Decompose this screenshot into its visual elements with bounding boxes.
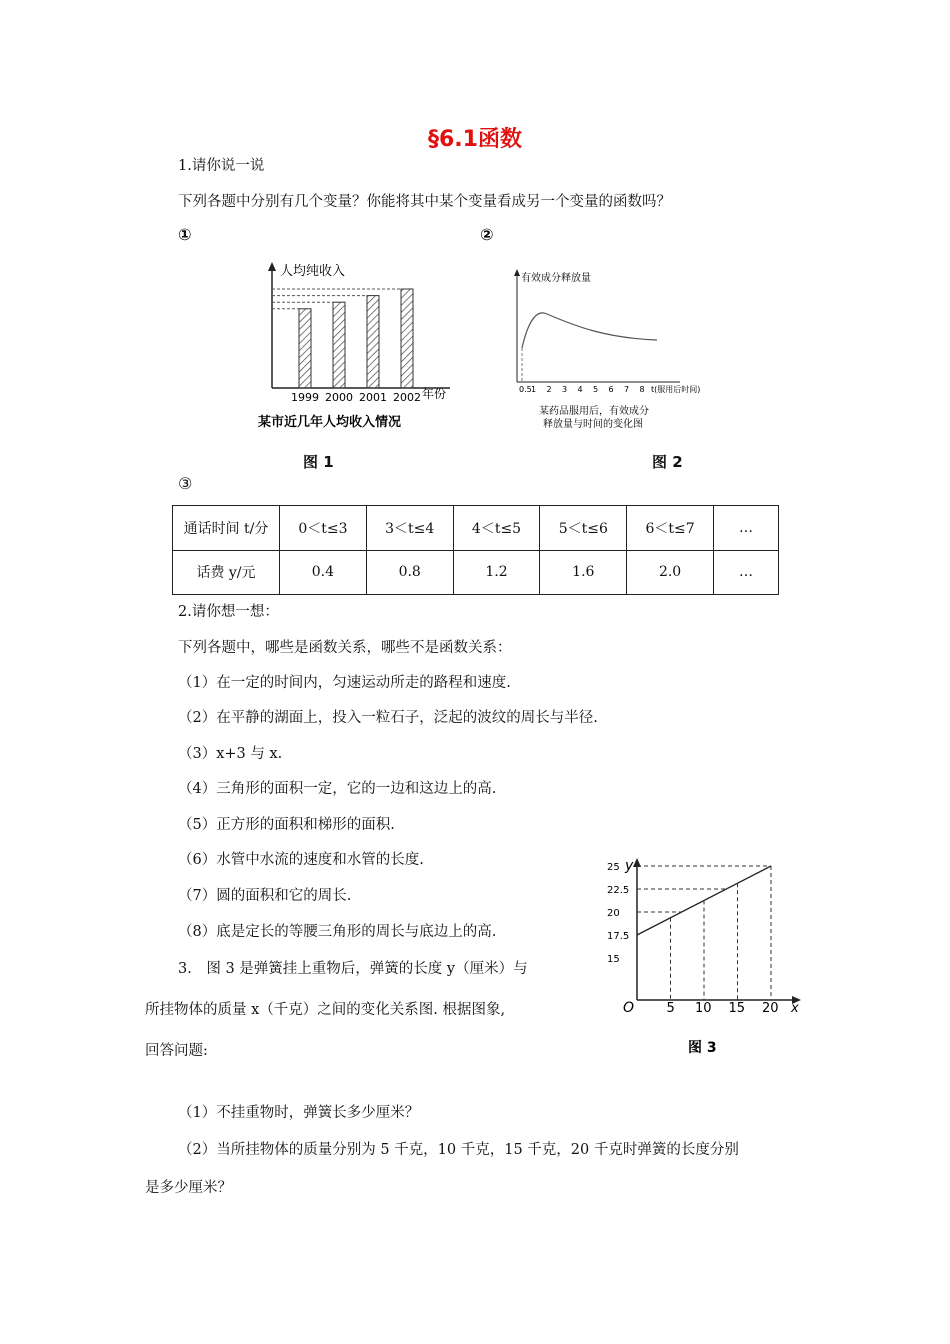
table-cell: … <box>714 506 779 551</box>
list-item: （7）圆的面积和它的周长. <box>178 888 352 904</box>
figure1-caption: 图 1 <box>303 453 334 471</box>
figure3-origin: O <box>623 1000 635 1016</box>
figure1-ylabel: 人均纯收入 <box>280 264 346 279</box>
table-cell: 3＜t≤4 <box>366 506 453 551</box>
figure1-bar <box>401 289 413 388</box>
figure1-xlabel: 年份 <box>422 387 447 401</box>
question-2-line1: （2）当所挂物体的质量分别为 5 千克，10 千克，15 千克，20 千克时弹簧的长度分别 <box>178 1142 739 1158</box>
figure1-bar-chart <box>250 258 460 438</box>
figure1-subtitle: 某市近几年人均收入情况 <box>258 415 402 430</box>
table-cell: 0.8 <box>366 550 453 595</box>
figure3-ytick: 22.5 <box>607 885 630 896</box>
figure2-tick: 3 <box>562 385 568 394</box>
figure1-year-label: 2002 <box>393 391 421 404</box>
question-2-line2: 是多少厘米？ <box>145 1180 232 1196</box>
table-cell: 0.4 <box>280 550 367 595</box>
figure1-year-label: 2000 <box>325 391 353 404</box>
figure2-xlabel: t(服用后时间) <box>651 385 701 394</box>
figure3-xtick: 10 <box>695 1001 712 1016</box>
table-cell: 5＜t≤6 <box>540 506 627 551</box>
list-item: （6）水管中水流的速度和水管的长度. <box>178 852 424 868</box>
figure2-ylabel: 有效成分释放量 <box>521 273 591 284</box>
list-item: （4）三角形的面积一定，它的一边和这边上的高. <box>178 781 497 797</box>
section3-line1: 3. 图 3 是弹簧挂上重物后，弹簧的长度 y（厘米）与 <box>178 961 528 977</box>
section3-line2: 所挂物体的质量 x（千克）之间的变化关系图. 根据图象, <box>145 1002 506 1018</box>
figure2-tick: 2 <box>546 385 552 394</box>
table-cell: 0＜t≤3 <box>280 506 367 551</box>
table-cell: 4＜t≤5 <box>453 506 540 551</box>
figure2-subtitle-1: 某药品服用后，有效成分 <box>539 406 649 417</box>
page-title: §6.1函数 <box>428 127 522 152</box>
section3-line3: 回答问题: <box>145 1043 208 1059</box>
table-label: ③ <box>178 474 193 493</box>
table-cell: 6＜t≤7 <box>627 506 714 551</box>
table-cell: … <box>714 550 779 595</box>
figure2-label: ② <box>480 225 494 244</box>
figure1-year-label: 1999 <box>291 391 319 404</box>
figure2-tick: 7 <box>624 385 630 394</box>
section2-prompt: 下列各题中，哪些是函数关系，哪些不是函数关系： <box>178 640 512 656</box>
figure3-caption: 图 3 <box>688 1040 717 1056</box>
question-1: （1）不挂重物时，弹簧长多少厘米？ <box>178 1105 420 1121</box>
table-header-fee: 话费 y/元 <box>173 550 280 595</box>
figure1-bar <box>333 302 345 388</box>
figure1-bar <box>299 309 311 388</box>
table-row <box>173 550 779 595</box>
figure3-ytick: 20 <box>607 908 620 919</box>
figure3-chart <box>605 850 810 1065</box>
figure2-tick: 0.5 <box>519 385 532 394</box>
table-cell: 1.2 <box>453 550 540 595</box>
list-item: （8）底是定长的等腰三角形的周长与底边上的高. <box>178 924 497 940</box>
section2-heading: 2.请你想一想： <box>178 604 279 620</box>
figure3-ytick: 25 <box>607 862 620 873</box>
figure3-ytick: 15 <box>607 954 620 965</box>
list-item: （2）在平静的湖面上，投入一粒石子，泛起的波纹的周长与半径. <box>178 710 598 726</box>
figure3-ytick: 17.5 <box>607 931 630 942</box>
figure2-subtitle-2: 释放量与时间的变化图 <box>543 419 643 430</box>
list-item: （3）x+3 与 x. <box>178 746 283 762</box>
figure1-label: ① <box>178 225 192 244</box>
table-cell: 1.6 <box>540 550 627 595</box>
phone-fee-table <box>172 505 779 595</box>
figure2-line-chart <box>505 266 755 436</box>
figure1-year-label: 2001 <box>359 391 387 404</box>
figure2-tick: 4 <box>577 385 583 394</box>
list-item: （1）在一定的时间内，匀速运动所走的路程和速度. <box>178 675 511 691</box>
figure3-ylabel: y <box>625 858 634 874</box>
figure3-xtick: 15 <box>728 1001 746 1016</box>
figure3-xtick: 20 <box>762 1001 779 1016</box>
figure3-xtick: 5 <box>666 1001 675 1016</box>
figure2-curve <box>522 313 657 348</box>
section1-heading: 1.请你说一说 <box>178 158 265 174</box>
figure2-tick: 1 <box>531 385 537 394</box>
section1-prompt: 下列各题中分别有几个变量？你能将其中某个变量看成另一个变量的函数吗？ <box>178 194 671 210</box>
table-header-time: 通话时间 t/分 <box>173 506 280 551</box>
figure1-bar <box>367 296 379 388</box>
figure2-caption: 图 2 <box>652 453 683 471</box>
figure3-xlabel: x <box>791 1001 799 1016</box>
figure2-tick: 5 <box>593 385 599 394</box>
list-item: （5）正方形的面积和梯形的面积. <box>178 817 395 833</box>
figure2-tick: 8 <box>639 385 645 394</box>
table-row <box>173 506 779 551</box>
table-cell: 2.0 <box>627 550 714 595</box>
figure2-tick: 6 <box>608 385 614 394</box>
